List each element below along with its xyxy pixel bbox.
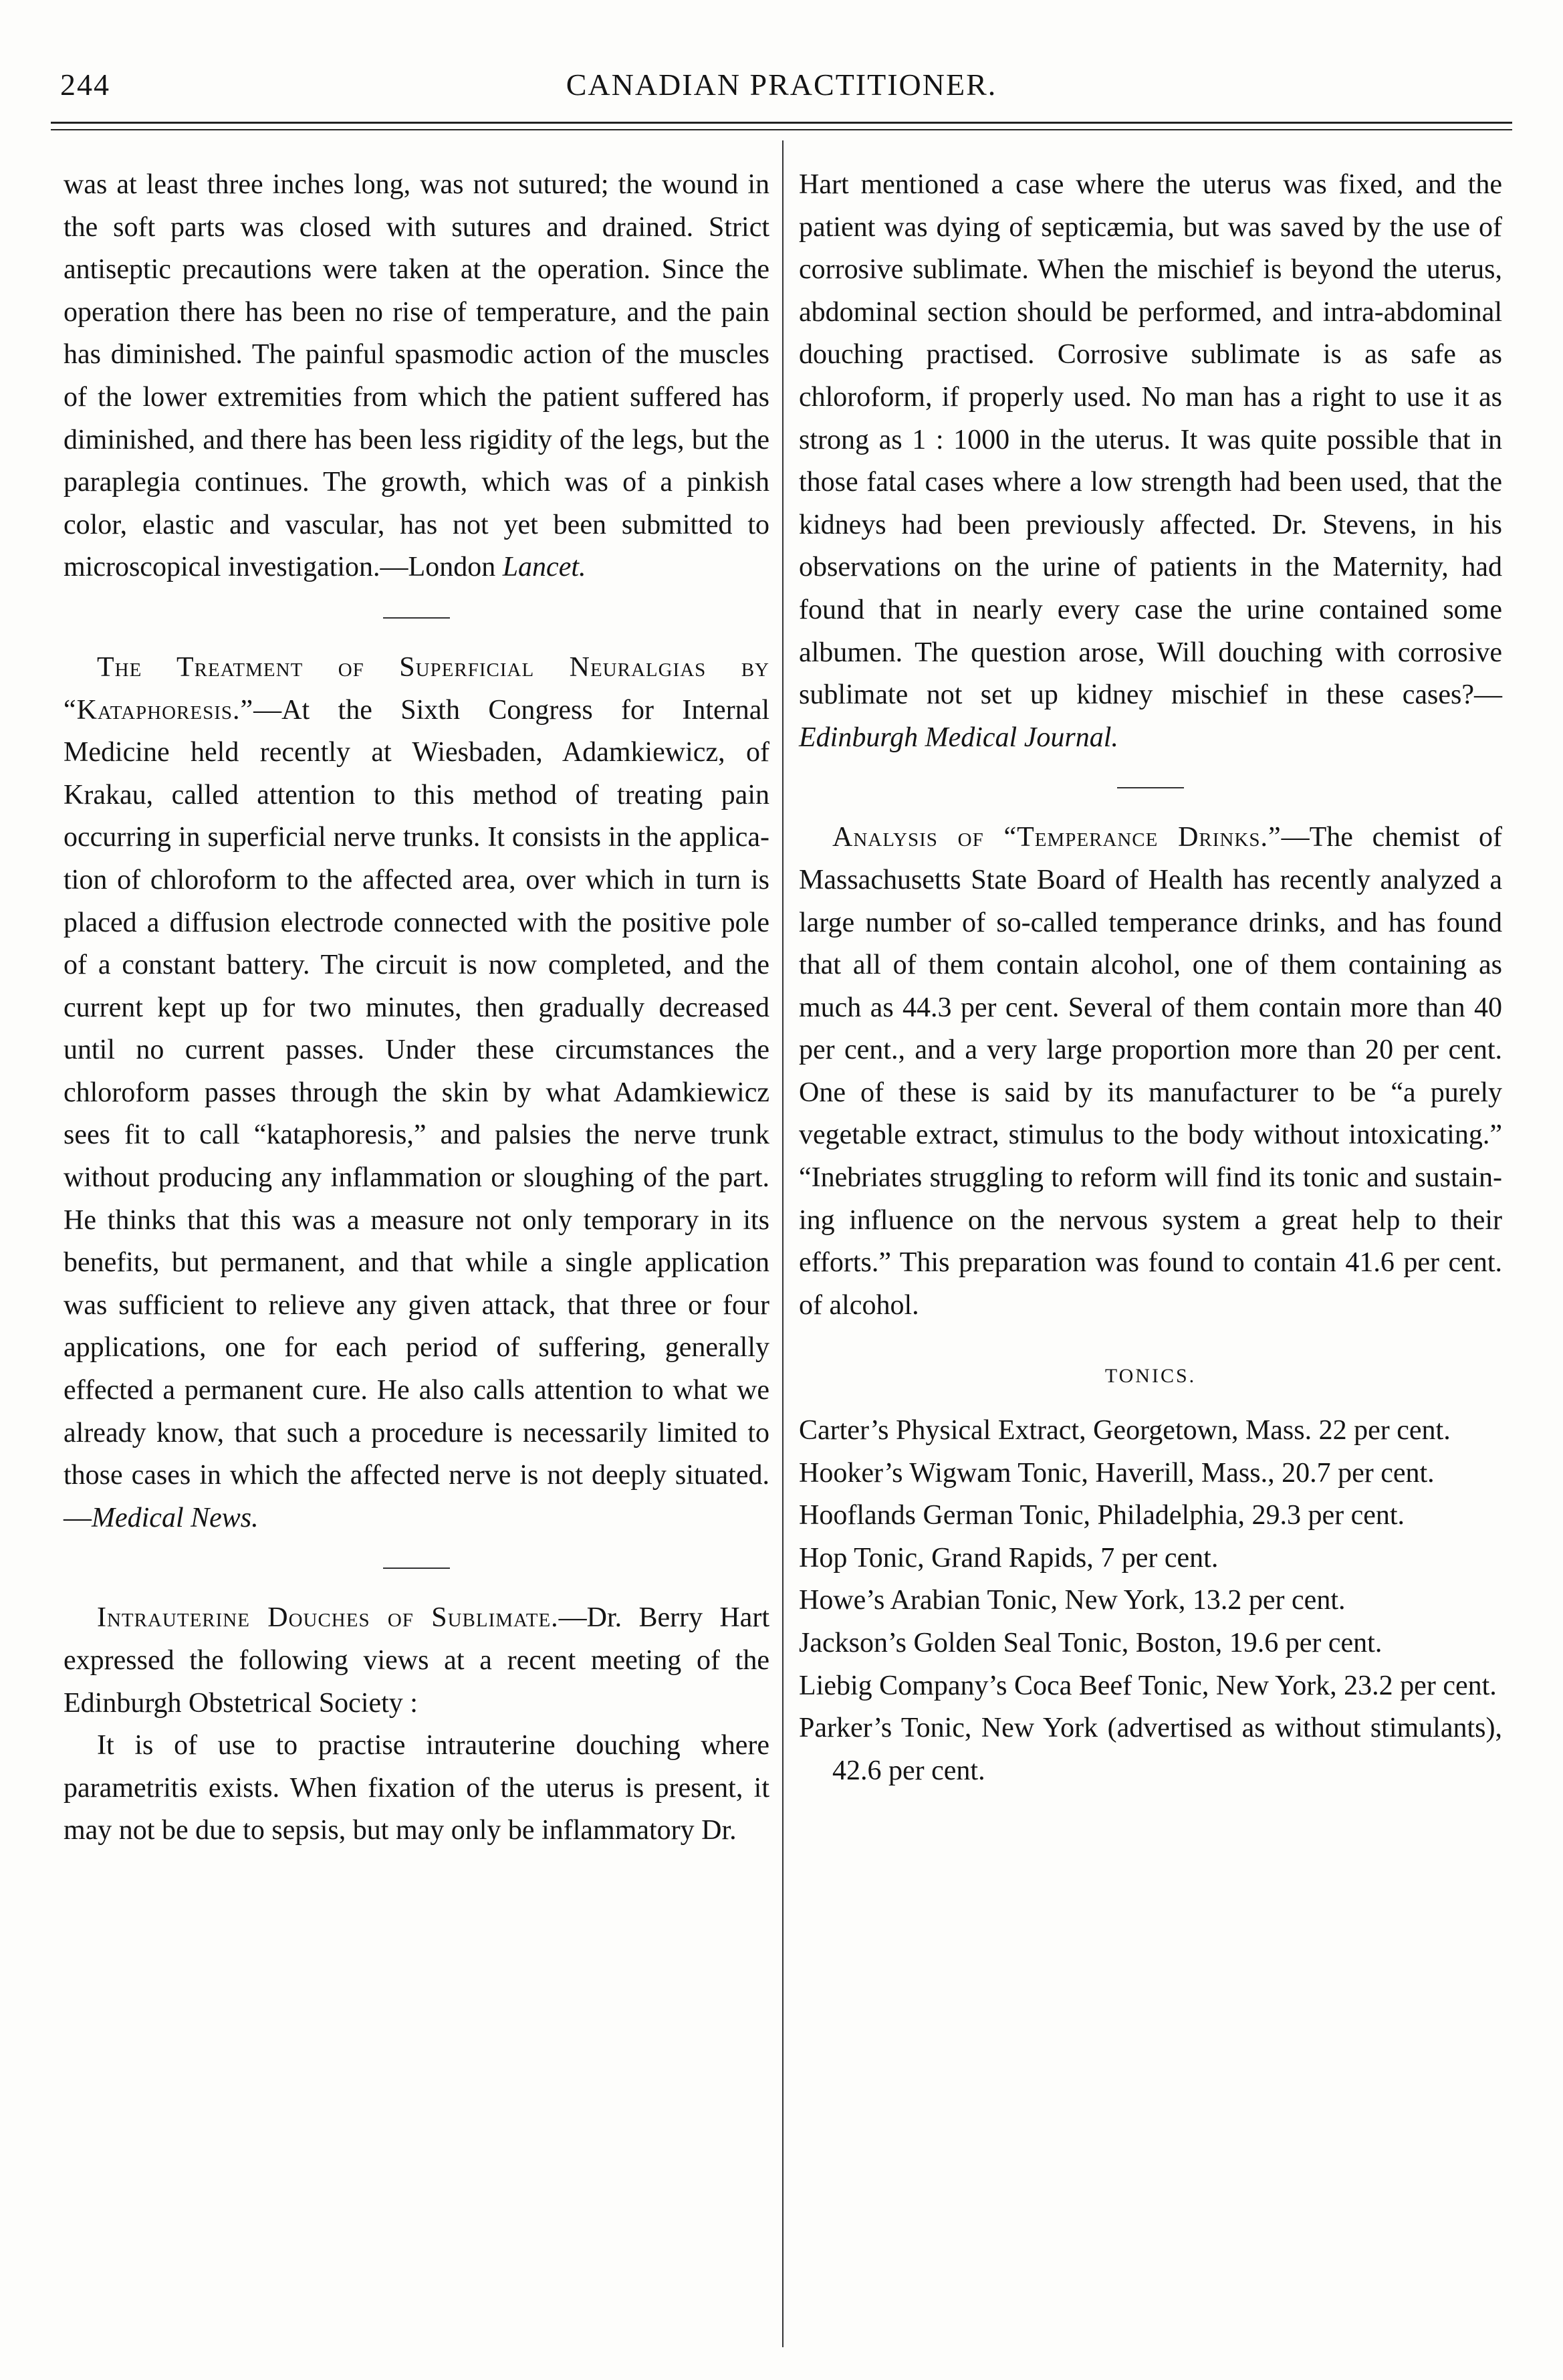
- section-separator: [1117, 787, 1184, 788]
- article-paragraph: It is of use to practise intrauterine douching where parametritis exists. When fixation of the uterus is present, it may not be due to sepsis, but may only be inflammatory Dr.: [64, 1730, 769, 1846]
- article-body: —At the Sixth Congress for Internal Medicine held recently at Wiesbaden, Adamkiewicz, of Krakau, called attention to this method of treating pain occurring in superficial nerve trunks. It consists in the application of chloroform to the affected area, over which in turn is placed a diffusion electrode connected with the positive pole of a constant battery. The circuit is now completed, and the current kept up for two minutes, then gradually decreased until no current passes. Under these circumstances the chloroform passes through the skin by what Adamkiewicz sees fit to call “kataphoresis,” and palsies the nerve trunk without producing any inflammation or sloughing of the part. He thinks that this was a measure not only temporary in its benefits, but permanent, and that while a single application was sufficient to relieve any given attack, that three or four applications, one for each period of suffering, generally effected a permanent cure. He also calls attention to what we already know, that such a procedure is necessarily limited to those cases in which the affected nerve is not deeply situated.—: [64, 694, 769, 1533]
- tonic-entry: Hooker’s Wigwam Tonic, Haverill, Mass., 20.7 per cent.: [799, 1457, 1435, 1489]
- tonic-entry: Howe’s Arabian Tonic, New York, 13.2 per cent.: [799, 1585, 1346, 1616]
- tonic-entry: Jackson’s Golden Seal Tonic, Boston, 19.6 per cent.: [799, 1628, 1382, 1658]
- source-citation: Lancet.: [502, 552, 586, 583]
- running-head: [60, 62, 1503, 108]
- continued-paragraph: [64, 164, 769, 589]
- article-douches: [64, 1597, 769, 1725]
- source-citation: Medical News.: [92, 1502, 259, 1533]
- article-title: The Treatment of Superficial Neuralgias by “Kataphoresis.”: [64, 651, 769, 726]
- tonic-entry: Hop Tonic, Grand Rapids, 7 per cent.: [799, 1542, 1219, 1574]
- section-separator: [383, 1567, 450, 1569]
- tonic-entry: Parker’s Tonic, New York (advertised as without stimulants), 42.6 per cent.: [799, 1713, 1502, 1786]
- header-rule-thin: [51, 129, 1512, 130]
- section-separator: [383, 617, 450, 619]
- tonic-entry: Hooflands German Tonic, Philadelphia, 29.3 per cent.: [799, 1500, 1405, 1531]
- left-column: [64, 164, 769, 1852]
- right-column: [799, 164, 1502, 1792]
- continued-paragraph: [799, 164, 1502, 759]
- source-citation: Edinburgh Medical Journal.: [799, 722, 1118, 753]
- tonics-heading: TONICS.: [1104, 1365, 1197, 1388]
- article-neuralgias: [64, 647, 769, 1539]
- journal-title: CANADIAN PRACTITIONER.: [566, 68, 997, 102]
- continued-text: Hart mentioned a case where the uterus was fixed, and the patient was dying of septicæmia, but was saved by the use of corrosive sublimate. When the mischief is beyond the uterus, abdominal section should be performed, and intra-abdominal douching practised. Corrosive sublimate is as safe as chloroform, if properly used. No man has a right to use it as strong as 1 : 1000 in the uterus. It was quite possible that in those fatal cases where a low strength had been used, that the kidneys had been previously affected. Dr. Stevens, in his observations on the urine of patients in the Maternity, had found that in nearly every case the urine contained some albumen. The question arose, Will douching with corrosive sublimate not set up kidney mischief in these cases?—: [799, 169, 1502, 711]
- article-title: Analysis of “Temperance Drinks.”: [832, 822, 1282, 853]
- tonic-entry: Carter’s Physical Extract, Georgetown, Mass. 22 per cent.: [799, 1415, 1451, 1446]
- header-rule-thick: [51, 122, 1512, 124]
- page-number: 244: [60, 68, 110, 102]
- article-body: —The chemist of Massachusetts State Board of Health has recently analyzed a large number of so-called temperance drinks, and has found that all of them contain alcohol, one of them containing as much as 44.3 per cent. Several of them contain more than 40 per cent., and a very large proportion more than 20 per cent. One of these is said by its manufacturer to be “a purely vegetable extract, stimulus to the body without intoxicating.” “Inebriates struggling to reform will find its tonic and sustaining influence on the nervous system a great help to their efforts.” This preparation was found to contain 41.6 per cent. of alcohol.: [799, 822, 1502, 1321]
- tonics-list: [799, 1410, 1502, 1792]
- tonic-entry: Liebig Company’s Coca Beef Tonic, New York, 23.2 per cent.: [799, 1670, 1497, 1701]
- article-title: Intrauterine Douches of Sublimate.: [97, 1602, 559, 1634]
- article-intro: —Dr. Berry Hart expressed the following views at a recent meeting of the Edinburgh Obstetrical Society :: [64, 1602, 769, 1719]
- article-temperance-drinks: [799, 817, 1502, 1327]
- column-divider: [782, 140, 784, 2347]
- continued-text: was at least three inches long, was not sutured; the wound in the soft parts was closed with sutures and drained. Strict antiseptic precautions were taken at the operation. Since the operation there has been no rise of temperature, and the pain has diminished. The painful spasmodic action of the muscles of the lower extremities from which the patient suffered has diminished, and there has been less rigidity of the legs, but the paraplegia continues. The growth, which was of a pinkish color, elastic and vascular, has not yet been submitted to microscopical investigation.—London: [64, 169, 769, 583]
